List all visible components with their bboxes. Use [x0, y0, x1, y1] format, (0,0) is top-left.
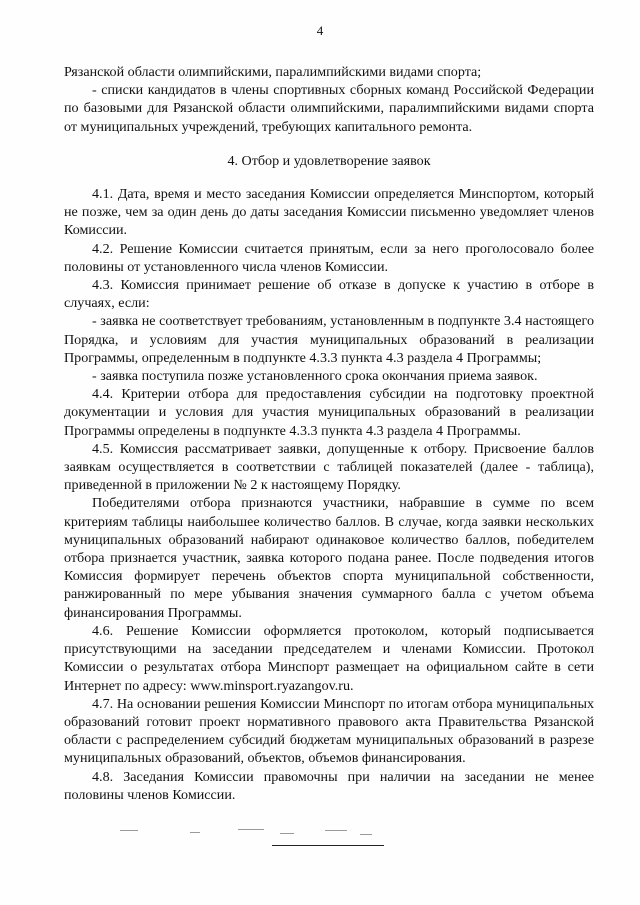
paragraph-winners: Победителями отбора признаются участники, набравшие в сумме по всем критериям таблицы наибольшее количество баллов. В случае, когда заявки нескольких муниципальных образований набирают одинаковое количество баллов, победителем отбора признается участник, заявка которого подана ранее. После подведения итогов Комиссия формирует перечень объектов спорта муниципальной собственности, ранжированный по мере убывания значения суммарного балла с учетом объема финансирования Программы.	[64, 495, 594, 621]
paragraph-4-3-item-1: - заявка не соответствует требованиям, установленным в подпункте 3.4 настоящего Порядка, и условиям для участия муниципальных образований в реализации Программы, определенным в подпункте 4.3.3 пункта 4.3 раздела 4 Программы;	[64, 313, 594, 366]
footer-divider	[272, 845, 384, 846]
scan-artifact	[120, 828, 450, 842]
paragraph-4-8: 4.8. Заседания Комиссии правомочны при наличии на заседании не менее половины членов Комиссии.	[64, 768, 594, 803]
document-body	[64, 63, 594, 804]
paragraph-4-3: 4.3. Комиссия принимает решение об отказе в допуске к участию в отборе в случаях, если:	[64, 277, 594, 312]
paragraph-4-5: 4.5. Комиссия рассматривает заявки, допущенные к отбору. Присвоение баллов заявкам осуществляется в соответствии с таблицей показателей (далее - таблица), приведенной в приложении № 2 к настоящему Порядку.	[64, 440, 594, 494]
page-number: 4	[316, 23, 324, 38]
paragraph-4-3-item-2: - заявка поступила позже установленного срока окончания приема заявок.	[92, 368, 538, 385]
paragraph-4-4: 4.4. Критерии отбора для предоставления субсидии на подготовку проектной документации и условия для участия муниципальных образований в реализации Программы определены в подпункте 4.3.3 пункта 4.3 раздела 4 Программы.	[64, 386, 594, 439]
paragraph-4-1: 4.1. Дата, время и место заседания Комиссии определяется Минспортом, который не позже, чем за один день до даты заседания Комиссии письменно уведомляет членов Комиссии.	[64, 186, 594, 239]
paragraph-4-6: 4.6. Решение Комиссии оформляется протоколом, который подписывается присутствующими на заседании председателем и членами Комиссии. Протокол Комиссии о результатах отбора Минспорт размещает на официальном сайте в сети Интернет по адресу: www.minsport.ryazangov.ru.	[64, 622, 594, 694]
paragraph-4-2: 4.2. Решение Комиссии считается принятым, если за него проголосовало более половины от установленного числа членов Комиссии.	[64, 240, 594, 275]
paragraph-continuation: Рязанской области олимпийскими, паралимпийскими видами спорта;	[64, 64, 482, 80]
paragraph-4-7: 4.7. На основании решения Комиссии Минспорт по итогам отбора муниципальных образований готовит проект нормативного правового акта Правительства Рязанской области с распределением субсидий бюджетам муниципальных образований в разрезе муниципальных образований, объектов, объемов финансирования.	[64, 695, 594, 767]
section-heading: 4. Отбор и удовлетворение заявок	[227, 152, 431, 169]
paragraph-candidate-lists: - списки кандидатов в члены спортивных сборных команд Российской Федерации по базовыми для Рязанской области олимпийскими, паралимпийскими видами спорта от муниципальных учреждений, требующих капитального ремонта.	[64, 82, 594, 135]
